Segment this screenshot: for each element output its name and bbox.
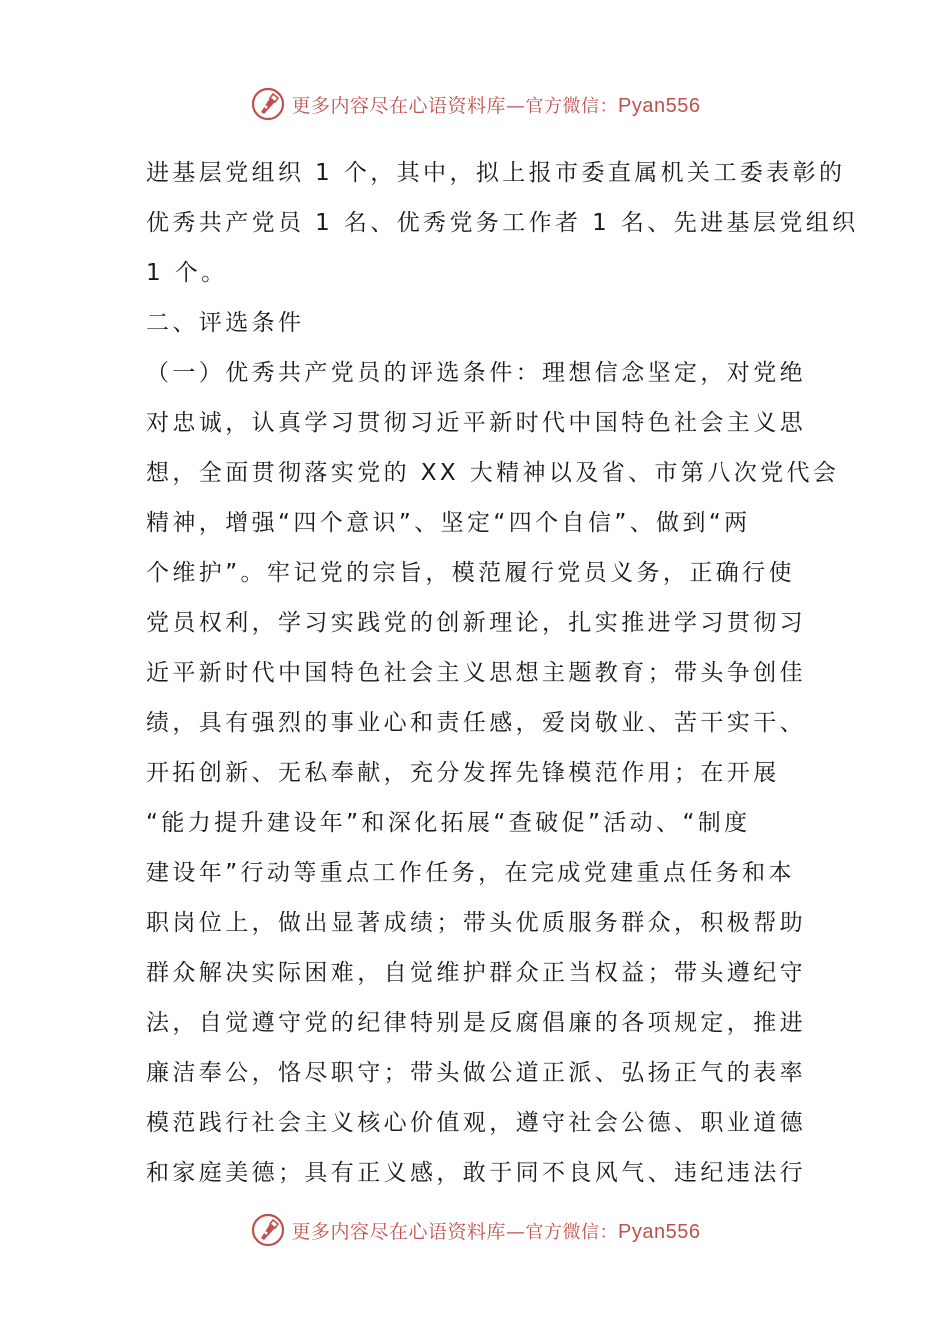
- watermark-dash: —: [506, 1220, 526, 1243]
- text-line: 想，全面贯彻落实党的 XX 大精神以及省、市第八次党代会: [146, 460, 840, 486]
- text-line: “能力提升建设年”和深化拓展“查破促”活动、“制度: [146, 810, 751, 836]
- text-line: 个维护”。牢记党的宗旨，模范履行党员义务，正确行使: [146, 560, 795, 586]
- text-line: 模范践行社会主义核心价值观，遵守社会公德、职业道德: [146, 1110, 806, 1136]
- header-watermark: [0, 84, 950, 124]
- text-line: 和家庭美德；具有正义感，敢于同不良风气、违纪违法行: [146, 1160, 806, 1186]
- footer-watermark: [0, 1210, 950, 1250]
- text-line: 近平新时代中国特色社会主义思想主题教育；带头争创佳: [146, 660, 806, 686]
- section-heading: 二、评选条件: [146, 310, 305, 336]
- pen-nib-logo-icon: [250, 86, 286, 122]
- text-line: 精神，增强“四个意识”、坚定“四个自信”、做到“两: [146, 510, 751, 536]
- text-line: 建设年”行动等重点工作任务，在完成党建重点任务和本: [146, 860, 795, 886]
- pen-nib-logo-icon: [250, 1212, 286, 1248]
- document-body: [146, 148, 859, 1198]
- text-line: 开拓创新、无私奉献，充分发挥先锋模范作用；在开展: [146, 760, 780, 786]
- text-line: 群众解决实际困难，自觉维护群众正当权益；带头遵纪守: [146, 960, 806, 986]
- watermark-wechat-label: 官方微信：: [525, 95, 619, 117]
- text-line: 廉洁奉公，恪尽职守；带头做公道正派、弘扬正气的表率: [146, 1060, 806, 1086]
- watermark-wechat-id: Pyan556: [618, 1220, 701, 1243]
- watermark-wechat-id: Pyan556: [618, 94, 701, 117]
- text-line: 法，自觉遵守党的纪律特别是反腐倡廉的各项规定，推进: [146, 1010, 806, 1036]
- watermark-text: [292, 1217, 701, 1244]
- text-line: 进基层党组织 1 个，其中，拟上报市委直属机关工委表彰的: [146, 160, 846, 186]
- text-line: 绩，具有强烈的事业心和责任感，爱岗敬业、苦干实干、: [146, 710, 806, 736]
- watermark-wechat-label: 官方微信：: [525, 1221, 619, 1243]
- watermark-main-text: 更多内容尽在心语资料库: [291, 94, 507, 117]
- text-line: 党员权利，学习实践党的创新理论，扎实推进学习贯彻习: [146, 610, 806, 636]
- text-line: （一）优秀共产党员的评选条件：理想信念坚定，对党绝: [146, 360, 806, 386]
- text-line: 职岗位上，做出显著成绩；带头优质服务群众，积极帮助: [146, 910, 806, 936]
- watermark-text: [292, 91, 701, 118]
- text-line: 对忠诚，认真学习贯彻习近平新时代中国特色社会主义思: [146, 410, 806, 436]
- text-line: 优秀共产党员 1 名、优秀党务工作者 1 名、先进基层党组织: [146, 210, 859, 236]
- watermark-main-text: 更多内容尽在心语资料库: [291, 1220, 507, 1243]
- text-line: 1 个。: [146, 260, 228, 286]
- watermark-dash: —: [506, 94, 526, 117]
